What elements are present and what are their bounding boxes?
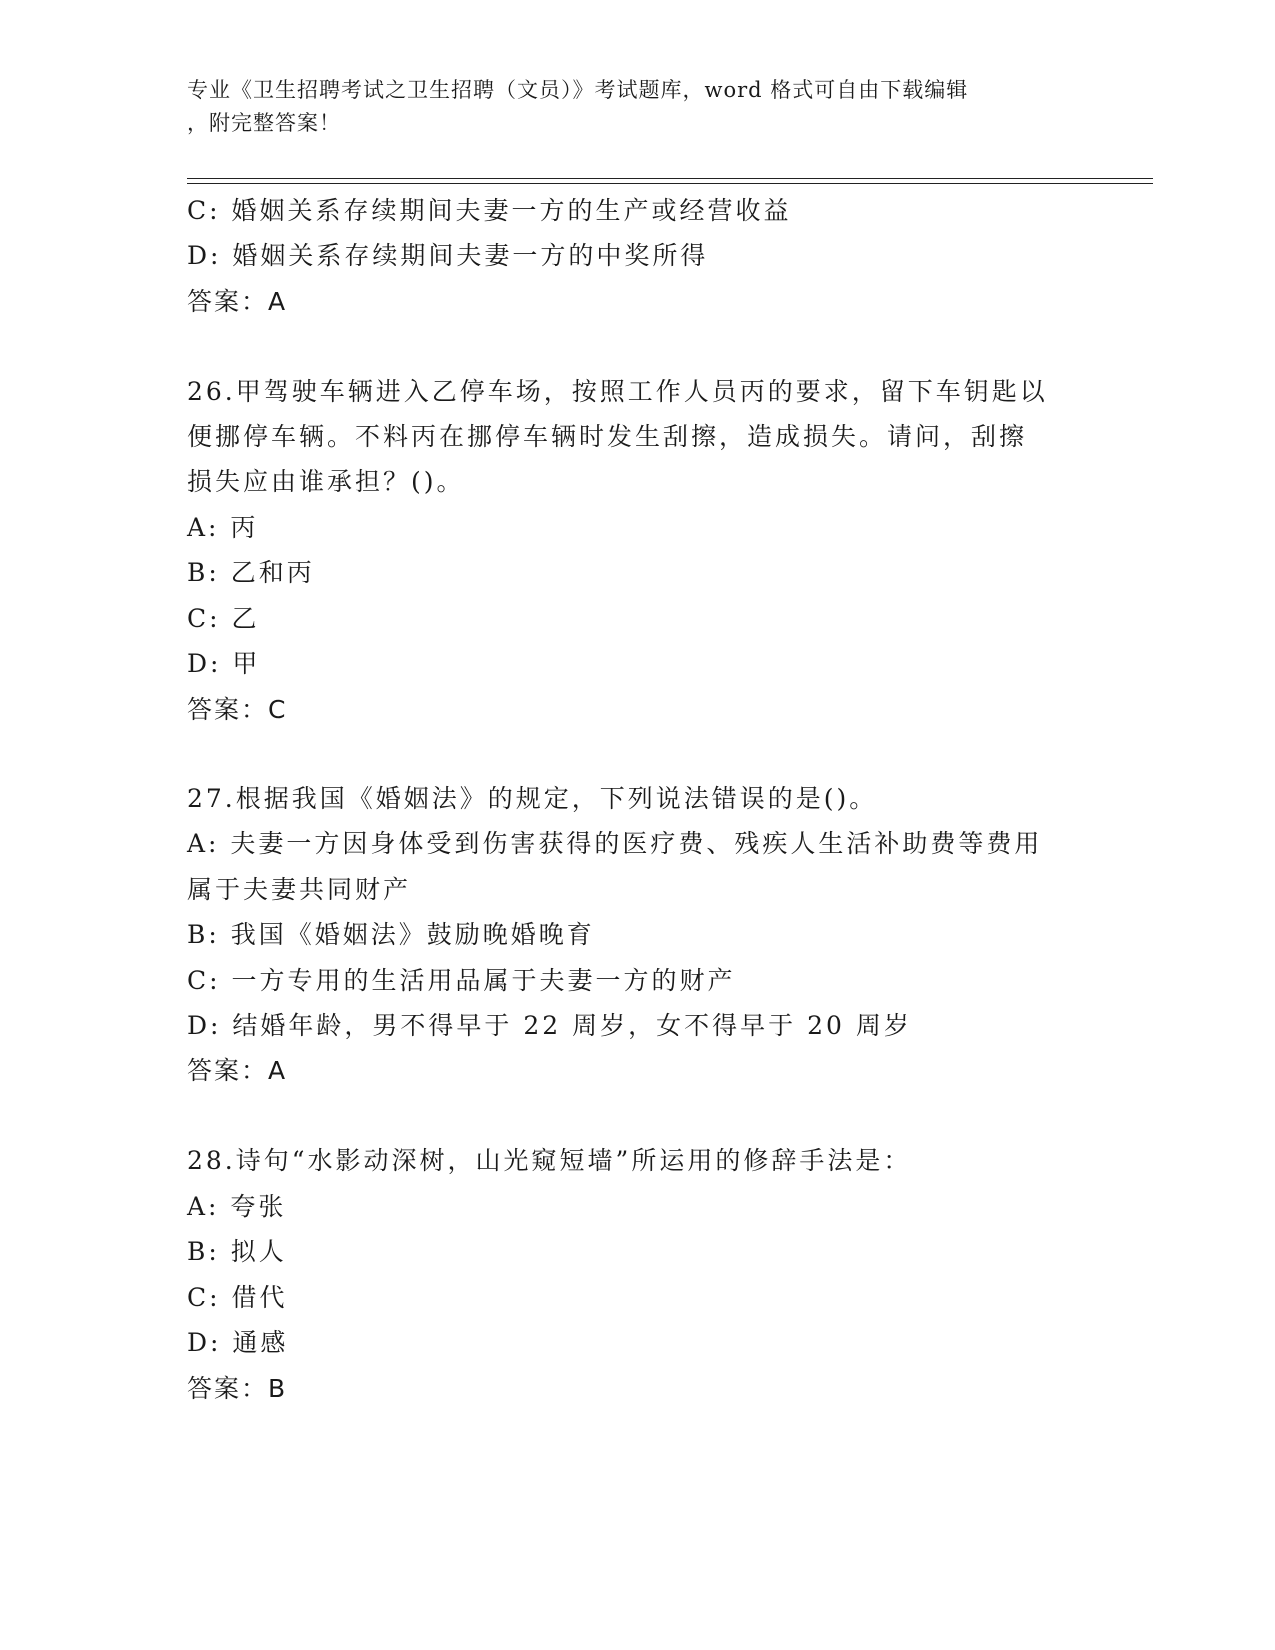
header-divider-top [187, 178, 1153, 179]
header-divider-bottom [187, 183, 1153, 184]
q26-stem-line-3: 损失应由谁承担？()。 [187, 467, 465, 496]
q27-stem: 27.根据我国《婚姻法》的规定，下列说法错误的是()。 [187, 784, 878, 813]
q26-stem-line-1: 26.甲驾驶车辆进入乙停车场，按照工作人员丙的要求，留下车钥匙以 [187, 377, 1048, 406]
q27-option-d: D: 结婚年龄，男不得早于 22 周岁，女不得早于 20 周岁 [187, 1011, 912, 1040]
q27-option-b: B: 我国《婚姻法》鼓励晚婚晚育 [187, 920, 595, 949]
q26-stem-line-2: 便挪停车辆。不料丙在挪停车辆时发生刮擦，造成损失。请问，刮擦 [187, 422, 1028, 451]
q26-answer: 答案：C [187, 695, 288, 724]
q27-answer: 答案：A [187, 1056, 288, 1085]
q27-option-a-line-1: A: 夫妻一方因身体受到伤害获得的医疗费、残疾人生活补助费等费用 [187, 829, 1043, 858]
q28-option-c: C: 借代 [187, 1283, 288, 1312]
q27-option-a-line-2: 属于夫妻共同财产 [187, 875, 412, 904]
q26-option-d: D: 甲 [187, 649, 261, 678]
q28-option-d: D: 通感 [187, 1328, 289, 1357]
q27-option-c: C: 一方专用的生活用品属于夫妻一方的财产 [187, 966, 736, 995]
q26-option-a: A: 丙 [187, 513, 259, 542]
header-line-1: 专业《卫生招聘考试之卫生招聘（文员）》考试题库，word 格式可自由下载编辑 [187, 78, 969, 102]
q28-answer: 答案：B [187, 1374, 288, 1403]
q25-option-c: C: 婚姻关系存续期间夫妻一方的生产或经营收益 [187, 196, 792, 225]
header-line-2: ，附完整答案！ [187, 111, 341, 135]
document-header [187, 74, 1067, 140]
q26-option-b: B: 乙和丙 [187, 558, 315, 587]
q26-option-c: C: 乙 [187, 604, 260, 633]
q25-option-d: D: 婚姻关系存续期间夫妻一方的中奖所得 [187, 241, 709, 270]
q25-answer: 答案：A [187, 287, 288, 316]
q28-stem: 28.诗句“水影动深树，山光窥短墙”所运用的修辞手法是： [187, 1146, 912, 1175]
q28-option-b: B: 拟人 [187, 1237, 287, 1266]
q28-option-a: A: 夸张 [187, 1192, 287, 1221]
